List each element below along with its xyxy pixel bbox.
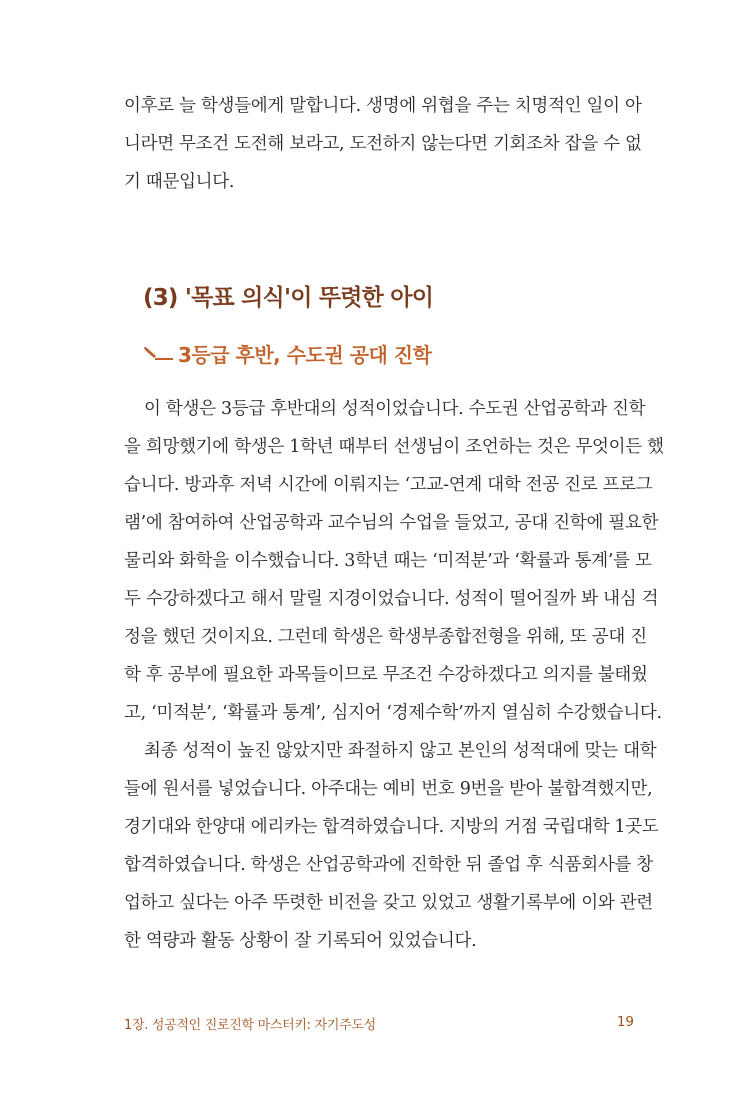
sub-heading (143, 336, 431, 370)
intro-line: 니라면 무조건 도전해 보라고, 도전하지 않는다면 기회조차 잡을 수 없 (124, 134, 642, 154)
body-line: 이 학생은 3등급 후반대의 성적이었습니다. 수도권 산업공학과 진학 (144, 399, 646, 419)
page-number: 19 (616, 1014, 634, 1030)
body-line: 합격하였습니다. 학생은 산업공학과에 진학한 뒤 졸업 후 식품회사를 창 (124, 855, 653, 875)
intro-line: 이후로 늘 학생들에게 말합니다. 생명에 위협을 주는 치명적인 일이 아 (124, 96, 642, 116)
body-line: 최종 성적이 높진 않았지만 좌절하지 않고 본인의 성적대에 맞는 대학 (144, 741, 657, 761)
footer-chapter-title: 1장. 성공적인 진로진학 마스터키: 자기주도성 (124, 1018, 376, 1033)
body-paragraphs (124, 390, 664, 960)
body-line: 학 후 공부에 필요한 과목들이므로 무조건 수강하겠다고 의지를 불태웠 (124, 665, 648, 685)
body-line: 두 수강하겠다고 해서 말릴 지경이었습니다. 성적이 떨어질까 봐 내심 걱 (124, 589, 659, 609)
body-line: 을 희망했기에 학생은 1학년 때부터 선생님이 조언하는 것은 무엇이든 했 (124, 437, 664, 457)
body-line: 정을 했던 것이지요. 그런데 학생은 학생부종합전형을 위해, 또 공대 진 (124, 627, 647, 647)
intro-paragraph (124, 87, 642, 201)
body-line: 들에 원서를 넣었습니다. 아주대는 예비 번호 9번을 받아 불합격했지만, (124, 779, 653, 799)
section-heading: (3) '목표 의식'이 뚜렷한 아이 (143, 285, 434, 311)
intro-line: 기 때문입니다. (124, 172, 235, 192)
body-line: 경기대와 한양대 에리카는 합격하였습니다. 지방의 거점 국립대학 1곳도 (124, 817, 659, 837)
body-line: 물리와 화학을 이수했습니다. 3학년 때는 ‘미적분’과 ‘확률과 통계’를 모 (124, 551, 652, 571)
body-line: 고, ‘미적분’, ‘확률과 통계’, 심지어 ‘경제수학’까지 열심히 수강했습니다. (124, 703, 662, 723)
body-line: 한 역량과 활동 상황이 잘 기록되어 있었습니다. (124, 931, 477, 951)
sub-heading-text: 3등급 후반, 수도권 공대 진학 (178, 342, 432, 367)
pencil-icon (143, 343, 173, 363)
body-line: 습니다. 방과후 저녁 시간에 이뤄지는 ‘고교-연계 대학 전공 진로 프로그 (124, 475, 653, 495)
body-line: 램’에 참여하여 산업공학과 교수님의 수업을 들었고, 공대 진학에 필요한 (124, 513, 659, 533)
body-line: 업하고 싶다는 아주 뚜렷한 비전을 갖고 있었고 생활기록부에 이와 관련 (124, 893, 653, 913)
